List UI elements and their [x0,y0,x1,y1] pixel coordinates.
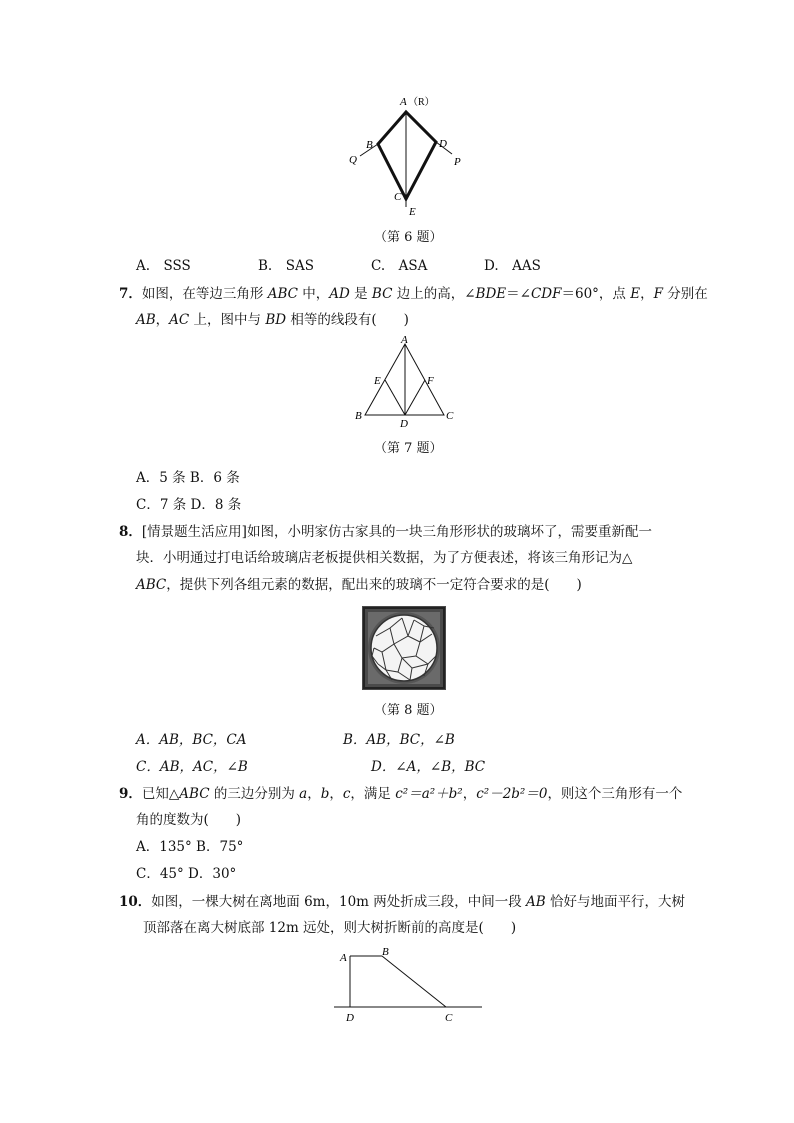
q10-label-C: C [445,1012,453,1024]
q8-number: 8． [119,524,142,540]
q6-label-C: C [394,191,402,203]
q6-label-E: E [409,206,416,218]
q7-options-ab: A．5 条 B．6 条 [136,470,240,486]
q7-line-DF [405,380,425,415]
q10-figure [330,946,490,1026]
q7-label-A: A [401,334,408,346]
q7-label-B: B [355,410,362,422]
q8-option-a: A．AB，BC，CA [136,732,247,748]
q10-stem-line2: 顶部落在离大树底部 12m 远处，则大树折断前的高度是( ) [143,920,517,936]
q7-line-DE [385,380,405,415]
q6-label-P: P [454,156,461,168]
q6-label-A: A [400,96,407,108]
q8-caption: （第 8 题） [374,703,443,718]
q6-caption: （第 6 题） [374,230,443,245]
q10-line-BC [382,956,446,1007]
q7-label-E: E [374,375,381,387]
q6-option-a: A. SSS [136,258,191,274]
q8-option-d: D．∠A，∠B，BC [371,759,486,775]
q10-label-D: D [346,1012,354,1024]
q10-label-A: A [340,952,347,964]
q7-label-C: C [446,410,454,422]
q7-options-cd: C．7 条 D．8 条 [136,497,242,513]
q9-options-ab: A．135° B．75° [136,839,244,855]
q6-option-d: D. AAS [484,258,541,274]
q8-stem-line3: ABC，提供下列各组元素的数据，配出来的玻璃不一定符合要求的是( ) [136,577,582,593]
q7-figure [350,334,460,429]
q7-number: 7． [119,286,142,302]
q6-option-b: B. SAS [258,258,314,274]
q10-stem-line1: 10．如图，一棵大树在离地面 6m，10m 两处折成三段，中间一段 AB 恰好与地面平行，大树 [119,894,686,910]
q8-stem-line1: 8．[情景题生活应用]如图，小明家仿古家具的一块三角形形状的玻璃坏了，需要重新配一 [119,524,652,540]
q7-label-F: F [427,375,434,387]
q7-stem-line1: 7．如图，在等边三角形 ABC 中，AD 是 BC 边上的高，∠BDE＝∠CDF＝60°，点 E，F 分别在 [119,286,708,302]
q6-label-D: D [439,138,447,150]
q6-figure [340,92,470,222]
q6-kite [378,112,436,199]
q9-stem-line2: 角的度数为( ) [136,812,242,828]
q6-label-B: B [366,139,373,151]
q9-number: 9． [119,786,142,802]
q6-option-c: C. ASA [371,258,428,274]
q8-stem-line2: 块．小明通过打电话给玻璃店老板提供相关数据，为了方便表述，将该三角形记为△ [136,550,633,566]
q8-option-c: C．AB，AC，∠B [136,759,248,775]
q8-glass-window-image [362,606,446,690]
q7-stem-line2: AB，AC 上，图中与 BD 相等的线段有( ) [136,312,409,328]
q8-option-b: B．AB，BC，∠B [343,732,455,748]
q7-caption: （第 7 题） [374,441,443,456]
q9-stem-line1: 9．已知△ABC 的三边分别为 a，b，c，满足 c²＝a²＋b²，c²－2b²＝0，则这个三角形有一个 [119,786,683,802]
q9-options-cd: C．45° D．30° [136,866,237,882]
q10-label-B: B [382,946,389,958]
q7-label-D: D [400,418,408,429]
q10-number: 10． [119,894,152,910]
q6-label-Q: Q [349,154,357,166]
q6-label-R: （R） [408,97,435,108]
